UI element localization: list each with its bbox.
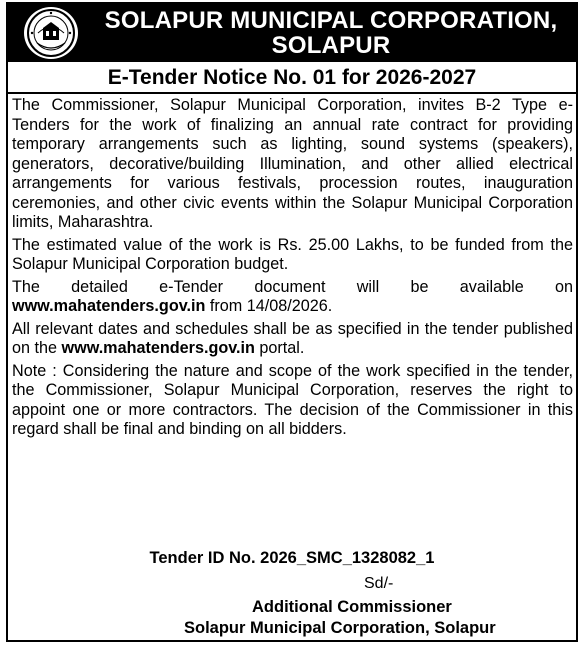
paragraph-dates [12, 320, 573, 359]
mahatenders-link[interactable]: www.mahatenders.gov.in [12, 297, 206, 315]
tender-id: Tender ID No. 2026_SMC_1328082_1 [149, 549, 435, 567]
header-banner [8, 4, 576, 62]
header-title [86, 8, 576, 58]
notice-title: E-Tender Notice No. 01 for 2026-2027 [107, 66, 477, 89]
paragraph-document-availability [12, 278, 573, 317]
signature-sd: Sd/- [364, 575, 394, 592]
p3-prefix: The detailed e-Tender document will be available on [12, 277, 573, 296]
mahatenders-portal-link[interactable]: www.mahatenders.gov.in [61, 339, 255, 357]
p3-suffix: from 14/08/2026. [209, 297, 333, 315]
corporation-seal-logo [24, 7, 78, 59]
header-title-line2: SOLAPUR [271, 32, 391, 59]
title-divider [8, 92, 576, 94]
header-title-line1: SOLAPUR MUNICIPAL CORPORATION, [104, 7, 558, 34]
p4-suffix: portal. [259, 339, 305, 357]
signatory-organization: Solapur Municipal Corporation, Solapur [184, 619, 496, 637]
paragraph-estimated-value: The estimated value of the work is Rs. 25.00 Lakhs, to be funded from the Solapur Municipal Corporation budget. [12, 235, 573, 273]
paragraph-invitation: The Commissioner, Solapur Municipal Corporation, invites B-2 Type e-Tenders for the work of finalizing an annual rate contract for providing temporary arrangements such as lighting, sound systems (speakers), generators, decorative/building Illumination, and other allied electrical arrangements for various festivals, procession routes, inauguration ceremonies, and other civic events within the Solapur Municipal Corporation limits, Maharashtra. [12, 96, 573, 231]
signatory-designation: Additional Commissioner [252, 598, 452, 616]
paragraph-note: Note : Considering the nature and scope of the work specified in the tender, the Commissioner, Solapur Municipal Corporation, reserves the right to appoint one or more contractors. The decision of the Commissioner in this regard shall be final and binding on all bidders. [12, 361, 573, 438]
notice-body [12, 96, 573, 443]
p4-prefix: All relevant dates and schedules shall be as specified in the tender published on the [12, 319, 573, 357]
notice-frame [6, 2, 578, 642]
